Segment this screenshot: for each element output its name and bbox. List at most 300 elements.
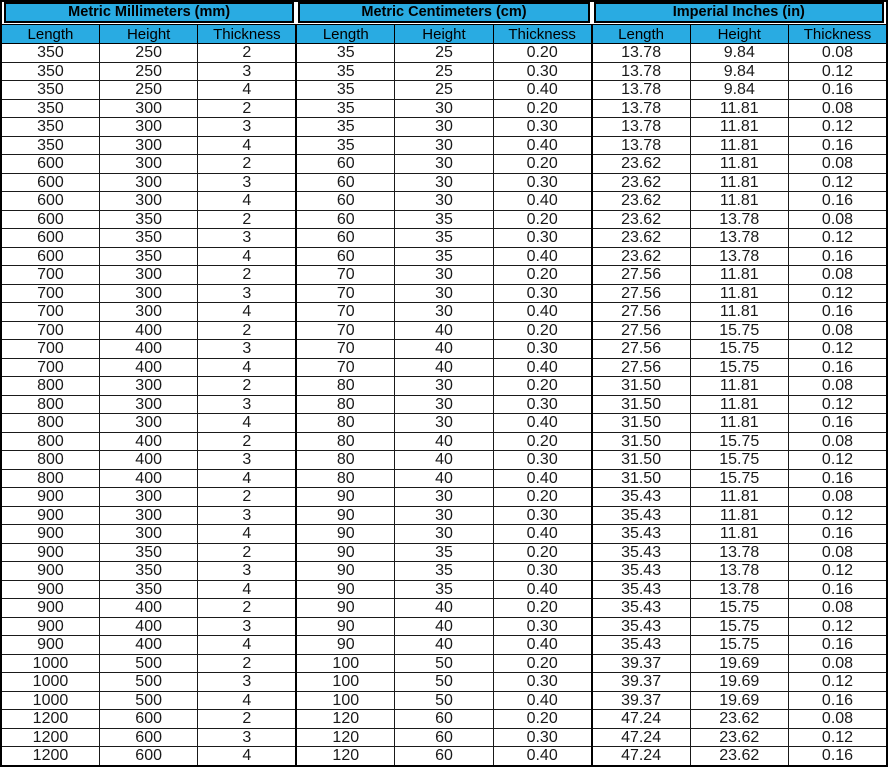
cell: 19.69 <box>690 654 788 673</box>
cell: 2 <box>198 321 296 340</box>
table-row <box>1 451 887 470</box>
group-title-in: Imperial Inches (in) <box>594 2 884 23</box>
col-header-mm-length: Length <box>1 25 99 44</box>
cell: 0.08 <box>789 377 888 396</box>
cell: 35 <box>395 580 493 599</box>
cell: 3 <box>198 340 296 359</box>
cell: 3 <box>198 62 296 81</box>
cell: 90 <box>296 525 394 544</box>
table-row <box>1 617 887 636</box>
cell: 90 <box>296 488 394 507</box>
group-header-cm <box>296 1 591 25</box>
cell: 300 <box>99 488 197 507</box>
cell: 0.30 <box>493 173 591 192</box>
cell: 35.43 <box>592 599 690 618</box>
col-header-cm-length: Length <box>296 25 394 44</box>
cell: 70 <box>296 358 394 377</box>
cell: 27.56 <box>592 340 690 359</box>
cell: 700 <box>1 340 99 359</box>
cell: 47.24 <box>592 747 690 766</box>
cell: 0.30 <box>493 451 591 470</box>
cell: 0.20 <box>493 710 591 729</box>
table-row <box>1 488 887 507</box>
cell: 11.81 <box>690 488 788 507</box>
cell: 500 <box>99 691 197 710</box>
cell: 40 <box>395 636 493 655</box>
cell: 35 <box>395 543 493 562</box>
cell: 27.56 <box>592 358 690 377</box>
table-row <box>1 136 887 155</box>
cell: 350 <box>1 44 99 63</box>
cell: 0.40 <box>493 247 591 266</box>
cell: 350 <box>1 99 99 118</box>
cell: 80 <box>296 414 394 433</box>
cell: 3 <box>198 118 296 137</box>
cell: 400 <box>99 469 197 488</box>
cell: 35.43 <box>592 617 690 636</box>
cell: 600 <box>99 747 197 766</box>
table-row <box>1 432 887 451</box>
cell: 0.30 <box>493 673 591 692</box>
cell: 0.20 <box>493 155 591 174</box>
cell: 2 <box>198 599 296 618</box>
cell: 11.81 <box>690 525 788 544</box>
cell: 800 <box>1 432 99 451</box>
cell: 0.30 <box>493 118 591 137</box>
cell: 35 <box>296 44 394 63</box>
cell: 9.84 <box>690 81 788 100</box>
cell: 4 <box>198 691 296 710</box>
cell: 250 <box>99 62 197 81</box>
cell: 2 <box>198 488 296 507</box>
cell: 31.50 <box>592 451 690 470</box>
cell: 30 <box>395 303 493 322</box>
cell: 35.43 <box>592 506 690 525</box>
cell: 350 <box>1 136 99 155</box>
table-row <box>1 358 887 377</box>
cell: 0.30 <box>493 62 591 81</box>
cell: 11.81 <box>690 377 788 396</box>
cell: 90 <box>296 506 394 525</box>
cell: 25 <box>395 44 493 63</box>
cell: 2 <box>198 710 296 729</box>
cell: 600 <box>1 210 99 229</box>
cell: 50 <box>395 654 493 673</box>
cell: 0.16 <box>789 580 888 599</box>
cell: 120 <box>296 710 394 729</box>
cell: 0.20 <box>493 488 591 507</box>
cell: 0.16 <box>789 247 888 266</box>
cell: 11.81 <box>690 155 788 174</box>
table-row <box>1 728 887 747</box>
col-header-in-length: Length <box>592 25 690 44</box>
cell: 0.20 <box>493 266 591 285</box>
cell: 0.16 <box>789 691 888 710</box>
cell: 80 <box>296 395 394 414</box>
cell: 0.30 <box>493 284 591 303</box>
cell: 9.84 <box>690 44 788 63</box>
cell: 30 <box>395 136 493 155</box>
cell: 3 <box>198 673 296 692</box>
cell: 0.16 <box>789 747 888 766</box>
cell: 0.12 <box>789 229 888 248</box>
cell: 0.12 <box>789 173 888 192</box>
col-header-mm-height: Height <box>99 25 197 44</box>
cell: 13.78 <box>592 44 690 63</box>
cell: 0.12 <box>789 617 888 636</box>
cell: 15.75 <box>690 432 788 451</box>
table-row <box>1 580 887 599</box>
cell: 13.78 <box>690 580 788 599</box>
cell: 11.81 <box>690 395 788 414</box>
cell: 30 <box>395 525 493 544</box>
cell: 0.08 <box>789 99 888 118</box>
cell: 120 <box>296 728 394 747</box>
cell: 300 <box>99 284 197 303</box>
cell: 300 <box>99 192 197 211</box>
cell: 350 <box>99 210 197 229</box>
cell: 0.20 <box>493 432 591 451</box>
cell: 60 <box>395 710 493 729</box>
cell: 250 <box>99 44 197 63</box>
cell: 19.69 <box>690 673 788 692</box>
cell: 800 <box>1 414 99 433</box>
cell: 0.40 <box>493 136 591 155</box>
table-row <box>1 284 887 303</box>
cell: 60 <box>296 229 394 248</box>
cell: 30 <box>395 118 493 137</box>
col-header-in-thickness: Thickness <box>789 25 888 44</box>
group-title-mm: Metric Millimeters (mm) <box>4 2 294 23</box>
cell: 60 <box>395 728 493 747</box>
cell: 400 <box>99 340 197 359</box>
table-row <box>1 62 887 81</box>
cell: 23.62 <box>690 710 788 729</box>
cell: 13.78 <box>690 210 788 229</box>
cell: 0.16 <box>789 358 888 377</box>
cell: 13.78 <box>690 229 788 248</box>
cell: 11.81 <box>690 136 788 155</box>
cell: 2 <box>198 543 296 562</box>
cell: 800 <box>1 469 99 488</box>
cell: 0.12 <box>789 506 888 525</box>
cell: 400 <box>99 358 197 377</box>
cell: 120 <box>296 747 394 766</box>
cell: 70 <box>296 321 394 340</box>
cell: 2 <box>198 654 296 673</box>
cell: 13.78 <box>592 118 690 137</box>
cell: 0.30 <box>493 562 591 581</box>
cell: 350 <box>1 118 99 137</box>
cell: 40 <box>395 617 493 636</box>
cell: 1200 <box>1 728 99 747</box>
cell: 900 <box>1 488 99 507</box>
cell: 0.20 <box>493 99 591 118</box>
cell: 35 <box>296 136 394 155</box>
cell: 0.08 <box>789 654 888 673</box>
cell: 70 <box>296 303 394 322</box>
cell: 4 <box>198 636 296 655</box>
cell: 400 <box>99 617 197 636</box>
cell: 30 <box>395 377 493 396</box>
cell: 900 <box>1 599 99 618</box>
cell: 80 <box>296 432 394 451</box>
cell: 3 <box>198 229 296 248</box>
cell: 35.43 <box>592 543 690 562</box>
table-row <box>1 44 887 63</box>
cell: 23.62 <box>592 247 690 266</box>
cell: 4 <box>198 247 296 266</box>
cell: 0.40 <box>493 580 591 599</box>
cell: 50 <box>395 673 493 692</box>
table-row <box>1 414 887 433</box>
cell: 15.75 <box>690 358 788 377</box>
cell: 3 <box>198 173 296 192</box>
group-title-row <box>1 1 887 25</box>
cell: 0.20 <box>493 654 591 673</box>
table-row <box>1 210 887 229</box>
cell: 4 <box>198 525 296 544</box>
cell: 400 <box>99 451 197 470</box>
table-row <box>1 747 887 766</box>
cell: 0.20 <box>493 210 591 229</box>
table-row <box>1 247 887 266</box>
cell: 15.75 <box>690 636 788 655</box>
cell: 300 <box>99 118 197 137</box>
table-row <box>1 155 887 174</box>
cell: 0.12 <box>789 673 888 692</box>
cell: 4 <box>198 303 296 322</box>
cell: 900 <box>1 636 99 655</box>
cell: 40 <box>395 599 493 618</box>
cell: 0.30 <box>493 728 591 747</box>
col-header-mm-thickness: Thickness <box>198 25 296 44</box>
table-row <box>1 525 887 544</box>
cell: 700 <box>1 321 99 340</box>
cell: 70 <box>296 284 394 303</box>
table-row <box>1 636 887 655</box>
cell: 15.75 <box>690 599 788 618</box>
table-row <box>1 340 887 359</box>
cell: 700 <box>1 266 99 285</box>
table-row <box>1 673 887 692</box>
cell: 23.62 <box>690 728 788 747</box>
cell: 500 <box>99 673 197 692</box>
cell: 35 <box>395 229 493 248</box>
cell: 350 <box>99 229 197 248</box>
cell: 350 <box>99 562 197 581</box>
cell: 40 <box>395 469 493 488</box>
table-row <box>1 710 887 729</box>
cell: 11.81 <box>690 173 788 192</box>
cell: 31.50 <box>592 395 690 414</box>
cell: 39.37 <box>592 691 690 710</box>
cell: 0.08 <box>789 321 888 340</box>
cell: 31.50 <box>592 377 690 396</box>
cell: 800 <box>1 451 99 470</box>
cell: 0.20 <box>493 377 591 396</box>
cell: 900 <box>1 617 99 636</box>
cell: 11.81 <box>690 303 788 322</box>
cell: 100 <box>296 654 394 673</box>
table-row <box>1 81 887 100</box>
cell: 2 <box>198 210 296 229</box>
cell: 35.43 <box>592 636 690 655</box>
cell: 23.62 <box>690 747 788 766</box>
cell: 60 <box>395 747 493 766</box>
cell: 30 <box>395 192 493 211</box>
cell: 35 <box>296 99 394 118</box>
cell: 0.40 <box>493 414 591 433</box>
cell: 350 <box>99 580 197 599</box>
cell: 300 <box>99 525 197 544</box>
cell: 60 <box>296 210 394 229</box>
cell: 90 <box>296 562 394 581</box>
cell: 0.08 <box>789 710 888 729</box>
cell: 0.40 <box>493 303 591 322</box>
cell: 90 <box>296 617 394 636</box>
cell: 300 <box>99 377 197 396</box>
cell: 30 <box>395 284 493 303</box>
cell: 4 <box>198 81 296 100</box>
col-header-in-height: Height <box>690 25 788 44</box>
cell: 60 <box>296 173 394 192</box>
cell: 80 <box>296 469 394 488</box>
cell: 0.16 <box>789 81 888 100</box>
table-row <box>1 469 887 488</box>
cell: 4 <box>198 192 296 211</box>
cell: 350 <box>99 247 197 266</box>
cell: 300 <box>99 99 197 118</box>
cell: 11.81 <box>690 284 788 303</box>
cell: 700 <box>1 358 99 377</box>
cell: 35 <box>395 210 493 229</box>
cell: 0.16 <box>789 636 888 655</box>
cell: 35.43 <box>592 525 690 544</box>
table-row <box>1 543 887 562</box>
cell: 90 <box>296 580 394 599</box>
cell: 100 <box>296 673 394 692</box>
table-row <box>1 395 887 414</box>
cell: 0.12 <box>789 118 888 137</box>
cell: 27.56 <box>592 303 690 322</box>
col-header-cm-height: Height <box>395 25 493 44</box>
cell: 0.30 <box>493 506 591 525</box>
cell: 35.43 <box>592 562 690 581</box>
cell: 800 <box>1 377 99 396</box>
cell: 90 <box>296 543 394 562</box>
cell: 47.24 <box>592 710 690 729</box>
cell: 400 <box>99 432 197 451</box>
cell: 0.40 <box>493 358 591 377</box>
cell: 0.08 <box>789 210 888 229</box>
cell: 600 <box>1 229 99 248</box>
cell: 11.81 <box>690 118 788 137</box>
cell: 80 <box>296 377 394 396</box>
cell: 2 <box>198 266 296 285</box>
cell: 1000 <box>1 673 99 692</box>
cell: 9.84 <box>690 62 788 81</box>
cell: 0.12 <box>789 340 888 359</box>
cell: 0.30 <box>493 340 591 359</box>
cell: 0.12 <box>789 284 888 303</box>
cell: 25 <box>395 81 493 100</box>
cell: 0.40 <box>493 636 591 655</box>
cell: 3 <box>198 506 296 525</box>
cell: 0.12 <box>789 395 888 414</box>
cell: 11.81 <box>690 506 788 525</box>
group-title-cm: Metric Centimeters (cm) <box>298 2 589 23</box>
table-row <box>1 599 887 618</box>
cell: 0.30 <box>493 617 591 636</box>
cell: 15.75 <box>690 469 788 488</box>
cell: 4 <box>198 580 296 599</box>
cell: 0.12 <box>789 728 888 747</box>
cell: 60 <box>296 155 394 174</box>
cell: 0.16 <box>789 525 888 544</box>
cell: 0.30 <box>493 395 591 414</box>
table-row <box>1 229 887 248</box>
cell: 600 <box>99 728 197 747</box>
cell: 90 <box>296 636 394 655</box>
cell: 50 <box>395 691 493 710</box>
cell: 3 <box>198 451 296 470</box>
cell: 700 <box>1 284 99 303</box>
cell: 40 <box>395 321 493 340</box>
cell: 0.40 <box>493 192 591 211</box>
cell: 350 <box>1 81 99 100</box>
cell: 39.37 <box>592 673 690 692</box>
column-header-row <box>1 25 887 44</box>
cell: 600 <box>99 710 197 729</box>
table-row <box>1 506 887 525</box>
cell: 60 <box>296 192 394 211</box>
cell: 100 <box>296 691 394 710</box>
cell: 0.12 <box>789 451 888 470</box>
cell: 0.40 <box>493 81 591 100</box>
cell: 4 <box>198 469 296 488</box>
cell: 90 <box>296 599 394 618</box>
table-row <box>1 118 887 137</box>
table-row <box>1 691 887 710</box>
cell: 30 <box>395 395 493 414</box>
cell: 40 <box>395 432 493 451</box>
cell: 350 <box>1 62 99 81</box>
cell: 35 <box>395 562 493 581</box>
cell: 11.81 <box>690 192 788 211</box>
cell: 13.78 <box>592 136 690 155</box>
cell: 40 <box>395 358 493 377</box>
table-row <box>1 192 887 211</box>
cell: 400 <box>99 636 197 655</box>
cell: 4 <box>198 136 296 155</box>
cell: 0.40 <box>493 691 591 710</box>
cell: 0.16 <box>789 469 888 488</box>
cell: 3 <box>198 617 296 636</box>
cell: 23.62 <box>592 229 690 248</box>
cell: 4 <box>198 414 296 433</box>
cell: 0.16 <box>789 414 888 433</box>
cell: 13.78 <box>690 543 788 562</box>
cell: 300 <box>99 303 197 322</box>
cell: 30 <box>395 488 493 507</box>
cell: 60 <box>296 247 394 266</box>
table-row <box>1 654 887 673</box>
cell: 0.16 <box>789 303 888 322</box>
cell: 0.08 <box>789 266 888 285</box>
cell: 0.08 <box>789 44 888 63</box>
cell: 400 <box>99 599 197 618</box>
